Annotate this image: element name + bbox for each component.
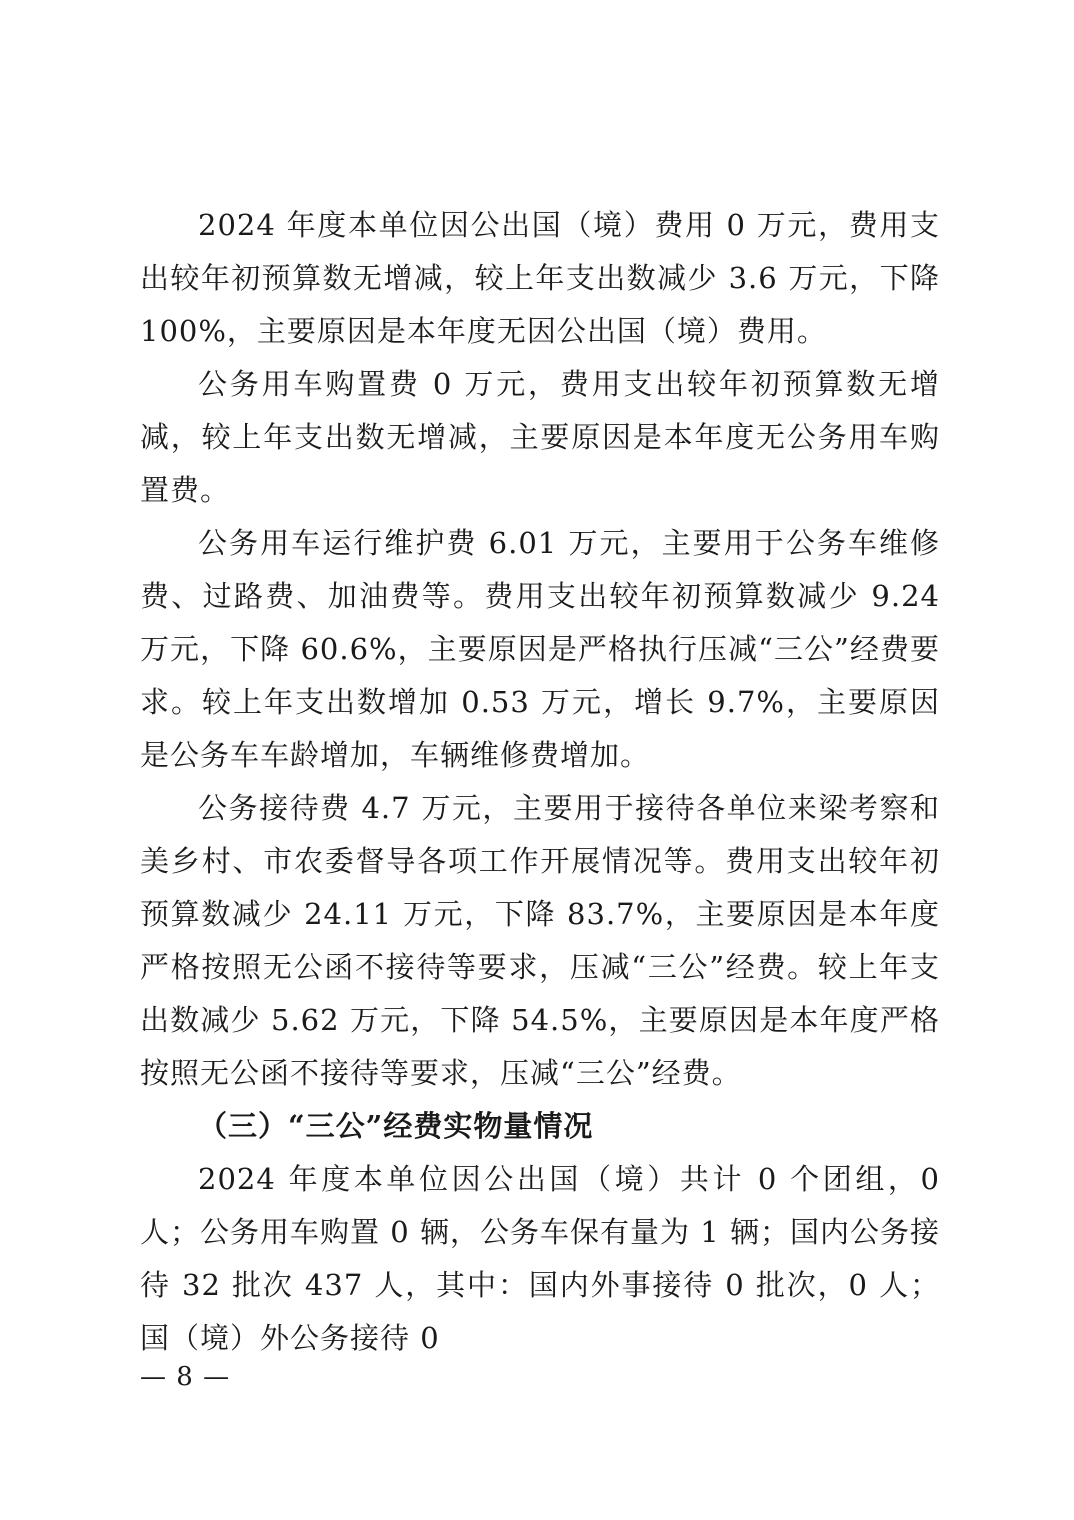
paragraph-vehicle-maintenance: 公务用车运行维护费 6.01 万元，主要用于公务车维修费、过路费、加油费等。费用支出较年初预算数减少 9.24 万元，下降 60.6%，主要原因是严格执行压减“三公”经费要求。较上年支出数增加 0.53 万元，增长 9.7%，主要原因是公务车车龄增加，车辆维修费增加。 — [140, 526, 940, 772]
paragraph-physical-quantity: 2024 年度本单位因公出国（境）共计 0 个团组，0 人；公务用车购置 0 辆，公务车保有量为 1 辆；国内公务接待 32 批次 437 人，其中：国内外事接待 0 批次，0 人；国（境）外公务接待 0 — [140, 1162, 940, 1355]
page-number: — 8 — — [140, 1362, 231, 1392]
paragraph-reception: 公务接待费 4.7 万元，主要用于接待各单位来梁考察和美乡村、市农委督导各项工作开展情况等。费用支出较年初预算数减少 24.11 万元，下降 83.7%，主要原因是本年度严格按照无公函不接待等要求，压减“三公”经费。较上年支出数减少 5.62 万元，下降 54.5%，主要原因是本年度严格按照无公函不接待等要求，压减“三公”经费。 — [140, 791, 940, 1090]
section-heading: （三）“三公”经费实物量情况 — [198, 1109, 594, 1143]
document-body — [140, 199, 940, 1365]
paragraph-vehicle-purchase: 公务用车购置费 0 万元，费用支出较年初预算数无增减，较上年支出数无增减，主要原因是本年度无公务用车购置费。 — [140, 367, 940, 507]
paragraph-travel-abroad: 2024 年度本单位因公出国（境）费用 0 万元，费用支出较年初预算数无增减，较上年支出数减少 3.6 万元，下降 100%，主要原因是本年度无因公出国（境）费用。 — [140, 208, 940, 348]
